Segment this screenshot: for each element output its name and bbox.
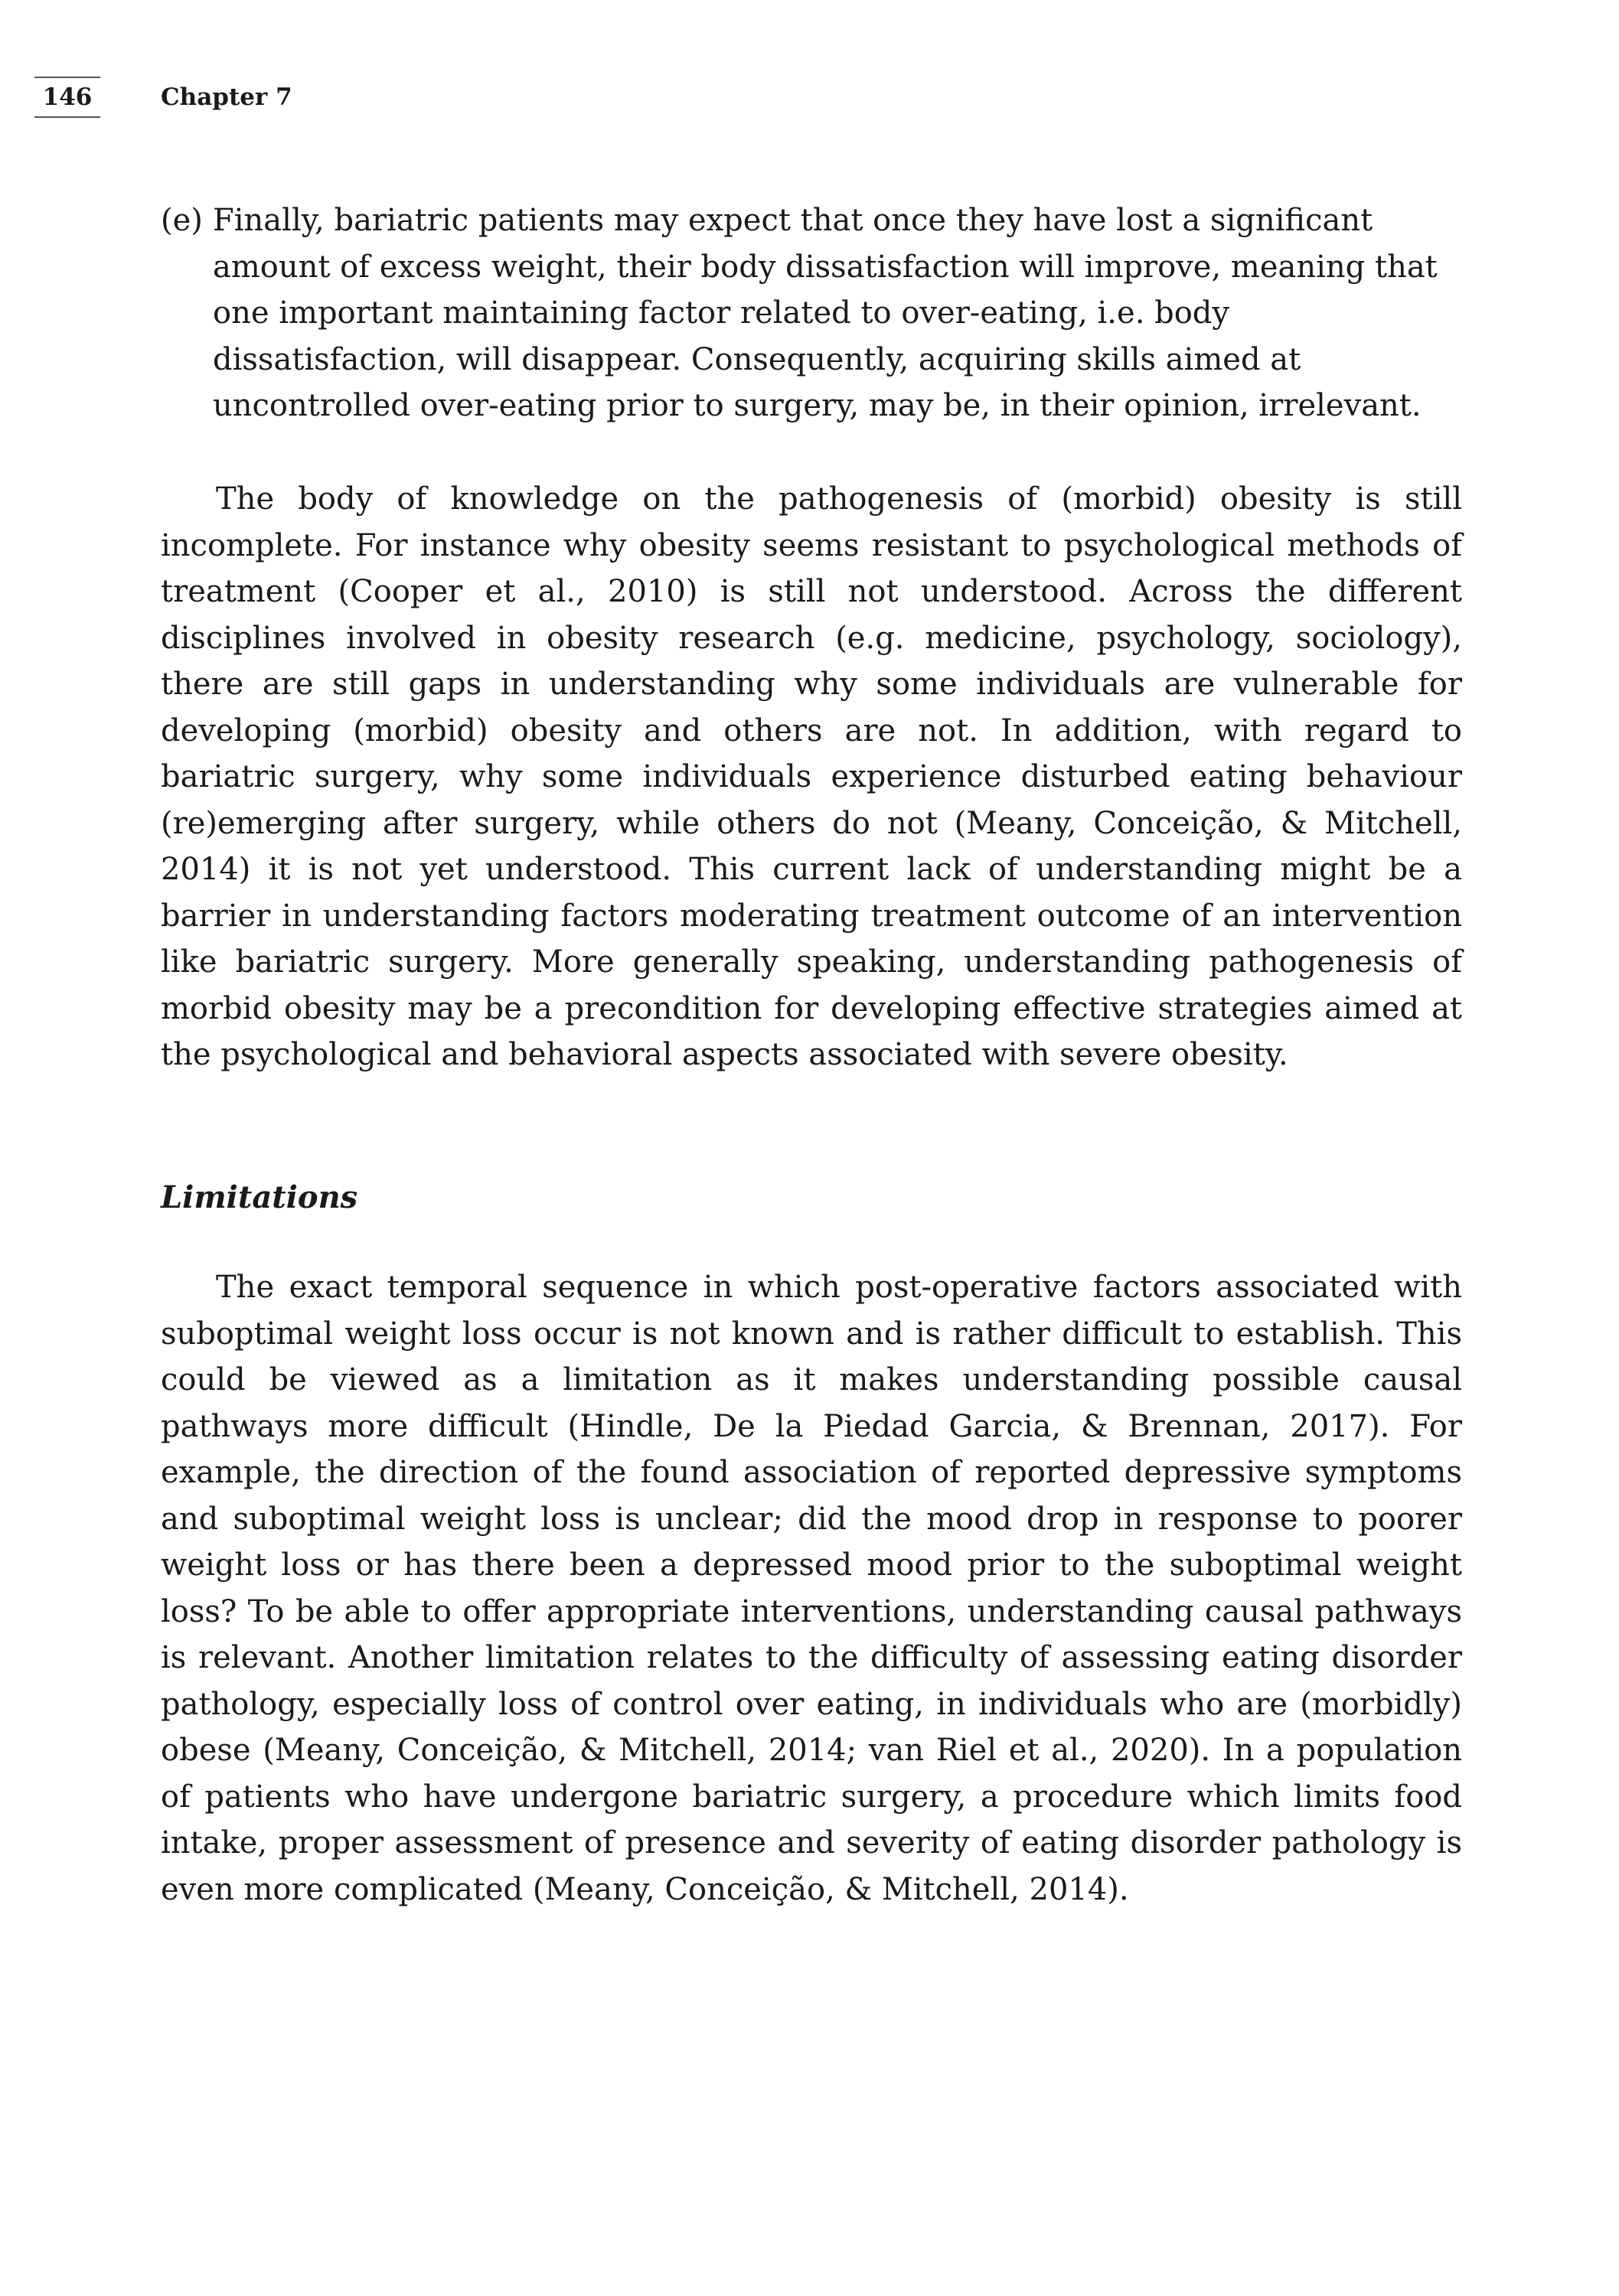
list-item-text: Finally, bariatric patients may expect that once they have lost a significant amount of excess weight, their body dissatisfaction will improve, meaning that one important maintaining factor related to over-eating, i.e. body dissatisfaction, will disappear. Consequently, acquiring skills aimed at uncontrolled over-eating prior to surgery, may be, in their opinion, irrelevant. xyxy=(213,203,1438,423)
body-paragraph: The body of knowledge on the pathogenesis of (morbid) obesity is still incomplete. For instance why obesity seems resistant to psychological methods of treatment (Cooper et al., 2010) is still not understood. Across the different disciplines involved in obesity research (e.g. medicine, psychology, sociology), there are still gaps in understanding why some individuals are vulnerable for developing (morbid) obesity and others are not. In addition, with regard to bariatric surgery, why some individuals experience disturbed eating behaviour (re)emerging after surgery, while others do not (Meany, Conceição, & Mitchell, 2014) it is not yet understood. This current lack of understanding might be a barrier in understanding factors moderating treatment outcome of an intervention like bariatric surgery. More generally speaking, understanding pathogenesis of morbid obesity may be a precondition for developing effective strategies aimed at the psychological and behavioral aspects associated with severe obesity. xyxy=(161,481,1462,1072)
list-marker: (e) xyxy=(161,203,203,238)
section-heading: Limitations xyxy=(161,1179,358,1215)
section-paragraph: The exact temporal sequence in which post-operative factors associated with suboptimal weight loss occur is not known and is rather difficult to establish. This could be viewed as a limitation as it makes understanding possible causal pathways more difficult (Hindle, De la Piedad Garcia, & Brennan, 2017). For example, the direction of the found association of reported depressive symptoms and suboptimal weight loss is unclear; did the mood drop in response to poorer weight loss or has there been a depressed mood prior to the suboptimal weight loss? To be able to offer appropriate interventions, understanding causal pathways is relevant. Another limitation relates to the difficulty of assessing eating disorder pathology, especially loss of control over eating, in individuals who are (morbidly) obese (Meany, Conceição, & Mitchell, 2014; van Riel et al., 2020). In a population of patients who have undergone bariatric surgery, a procedure which limits food intake, proper assessment of presence and severity of eating disorder pathology is even more complicated (Meany, Conceição, & Mitchell, 2014). xyxy=(161,1270,1462,1907)
running-head: Chapter 7 xyxy=(161,83,292,111)
list-item-e xyxy=(161,197,1462,429)
page-number: 146 xyxy=(34,77,100,118)
